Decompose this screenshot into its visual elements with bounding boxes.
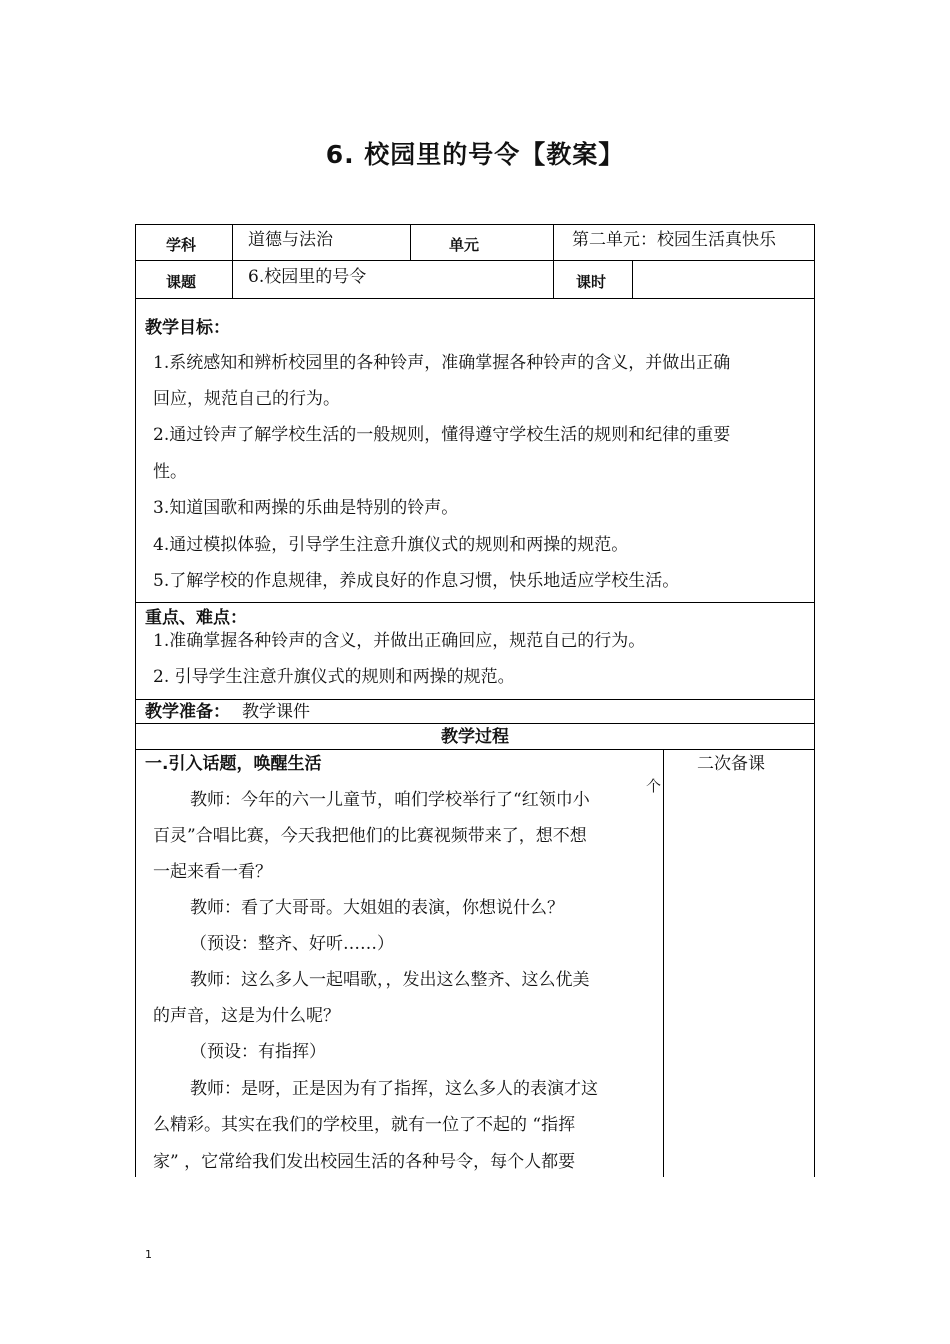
objective-line: 4.通过模拟体验，引导学生注意升旗仪式的规则和两操的规范。 (153, 535, 629, 555)
process-line: 么精彩。其实在我们的学校里，就有一位了不起的 “指挥 (153, 1115, 576, 1135)
unit-label: 单元 (449, 236, 480, 254)
table-border-right (814, 224, 815, 1177)
objective-line: 5.了解学校的作息规律，养成良好的作息习惯，快乐地适应学校生活。 (153, 571, 680, 591)
process-line: （预设：有指挥） (190, 1042, 326, 1062)
process-section-title: 一.引入话题，唤醒生活 (145, 754, 322, 774)
table-border-objectives (135, 602, 815, 603)
table-divider-period (632, 260, 633, 298)
table-divider-label1 (232, 224, 233, 298)
subject-label: 学科 (166, 236, 197, 254)
objective-line: 3.知道国歌和两操的乐曲是特别的铃声。 (153, 498, 459, 518)
keypoint-line: 1.准确掌握各种铃声的含义，并做出正确回应，规范自己的行为。 (153, 631, 646, 651)
table-border-keypoints (135, 699, 815, 700)
table-border-process-heading (135, 749, 815, 750)
second-preparation-heading: 二次备课 (697, 754, 765, 774)
document-title: 6. 校园里的号令【教案】 (325, 140, 625, 169)
process-line: 教师：是呀，正是因为有了指挥，这么多人的表演才这 (190, 1079, 598, 1099)
process-line: 一起来看一看？ (153, 862, 272, 882)
subject-value: 道德与法治 (248, 230, 333, 250)
unit-value: 第二单元：校园生活真快乐 (572, 230, 776, 250)
table-divider-side (663, 749, 664, 1177)
process-heading: 教学过程 (441, 727, 509, 747)
table-divider-subject (410, 224, 411, 260)
prep-label: 教学准备： (145, 702, 230, 722)
process-line: 教师：看了大哥哥。大姐姐的表演，你想说什么？ (190, 898, 564, 918)
keypoints-heading: 重点、难点： (145, 608, 247, 628)
table-border-row1 (135, 260, 815, 261)
keypoint-line: 2. 引导学生注意升旗仪式的规则和两操的规范。 (153, 667, 515, 687)
objectives-heading: 教学目标： (145, 318, 230, 338)
process-line: 教师：今年的六一儿童节，咱们学校举行了“红领巾小 (190, 790, 590, 810)
process-line: 教师：这么多人一起唱歌，，发出这么整齐、这么优美 (190, 970, 590, 990)
table-divider-mid (553, 224, 554, 298)
lesson-label: 课题 (166, 273, 197, 291)
period-label: 课时 (576, 273, 607, 291)
objective-line: 性。 (153, 462, 187, 482)
process-line: 家” ，它常给我们发出校园生活的各种号令，每个人都要 (153, 1152, 576, 1172)
process-line: 的声音，这是为什么呢？ (153, 1006, 340, 1026)
process-line: （预设：整齐、好听……） (190, 934, 394, 954)
prep-value: 教学课件 (242, 702, 310, 722)
table-border-row2 (135, 298, 815, 299)
table-border-top (135, 224, 815, 225)
table-border-prep (135, 723, 815, 724)
objective-line: 回应，规范自己的行为。 (153, 389, 340, 409)
page-number: 1 (145, 1248, 152, 1261)
objective-line: 2.通过铃声了解学校生活的一般规则，懂得遵守学校生活的规则和纪律的重要 (153, 425, 731, 445)
process-line: 百灵”合唱比赛，今天我把他们的比赛视频带来了，想不想 (153, 826, 587, 846)
lesson-value: 6.校园里的号令 (248, 267, 367, 287)
objective-line: 1.系统感知和辨析校园里的各种铃声，准确掌握各种铃声的含义，并做出正确 (153, 353, 731, 373)
table-border-left (135, 224, 136, 1177)
margin-character: 个 (646, 777, 662, 795)
